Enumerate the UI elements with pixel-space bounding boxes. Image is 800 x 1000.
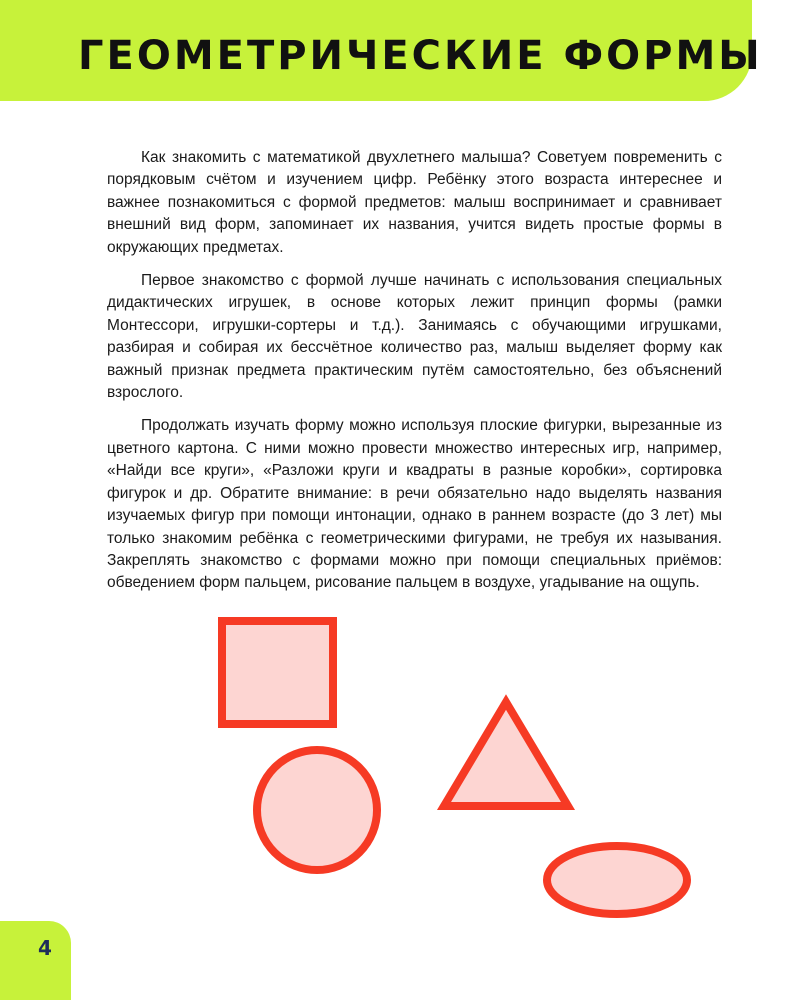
page-number-tab xyxy=(0,921,71,1000)
ellipse-shape xyxy=(547,846,687,914)
paragraph-1: Как знакомить с математикой двухлетнего малыша? Советуем повременить с порядковым счётом и изучением цифр. Ребёнку этого возраста интереснее и важнее познакомиться с формой предметов: малыш воспринимает и сравнивает внешний вид форм, запоминает их названия, учится видеть простые формы в окружающих предметах. xyxy=(107,149,722,256)
paragraph-2: Первое знакомство с формой лучше начинать с использования специальных дидактических игрушек, в основе которых лежит принцип формы (рамки Монтессори, игрушки-сортеры и т.д.). Занимаясь с обучающими игрушками, разбирая и собирая их бессчётное количество раз, малыш выделяет форму как важный признак предмета практическим путём самостоятельно, без объяснений взрослого. xyxy=(107,272,722,402)
paragraph-3: Продолжать изучать форму можно используя плоские фигурки, вырезанные из цветного картона. С ними можно провести множество интересных игр, например, «Найди все круги», «Разложи круги и квадраты в разные коробки», сортировка фигурок и др. Обратите внимание: в речи обязательно надо выделять названия изучаемых фигур при помощи интонации, однако в раннем возрасте (до 3 лет) мы только знакомим ребёнка с геометрическими фигурами, не требуя их называния. Закреплять знакомство с формами можно при помощи специальных приёмов: обведением форм пальцем, рисование пальцем в воздухе, угадывание на ощупь. xyxy=(107,417,722,592)
page-number: 4 xyxy=(38,936,52,960)
square-shape xyxy=(222,621,333,724)
triangle-shape xyxy=(444,702,568,806)
page-title: ГЕОМЕТРИЧЕСКИЕ ФОРМЫ xyxy=(78,33,763,79)
circle-shape xyxy=(257,750,377,870)
